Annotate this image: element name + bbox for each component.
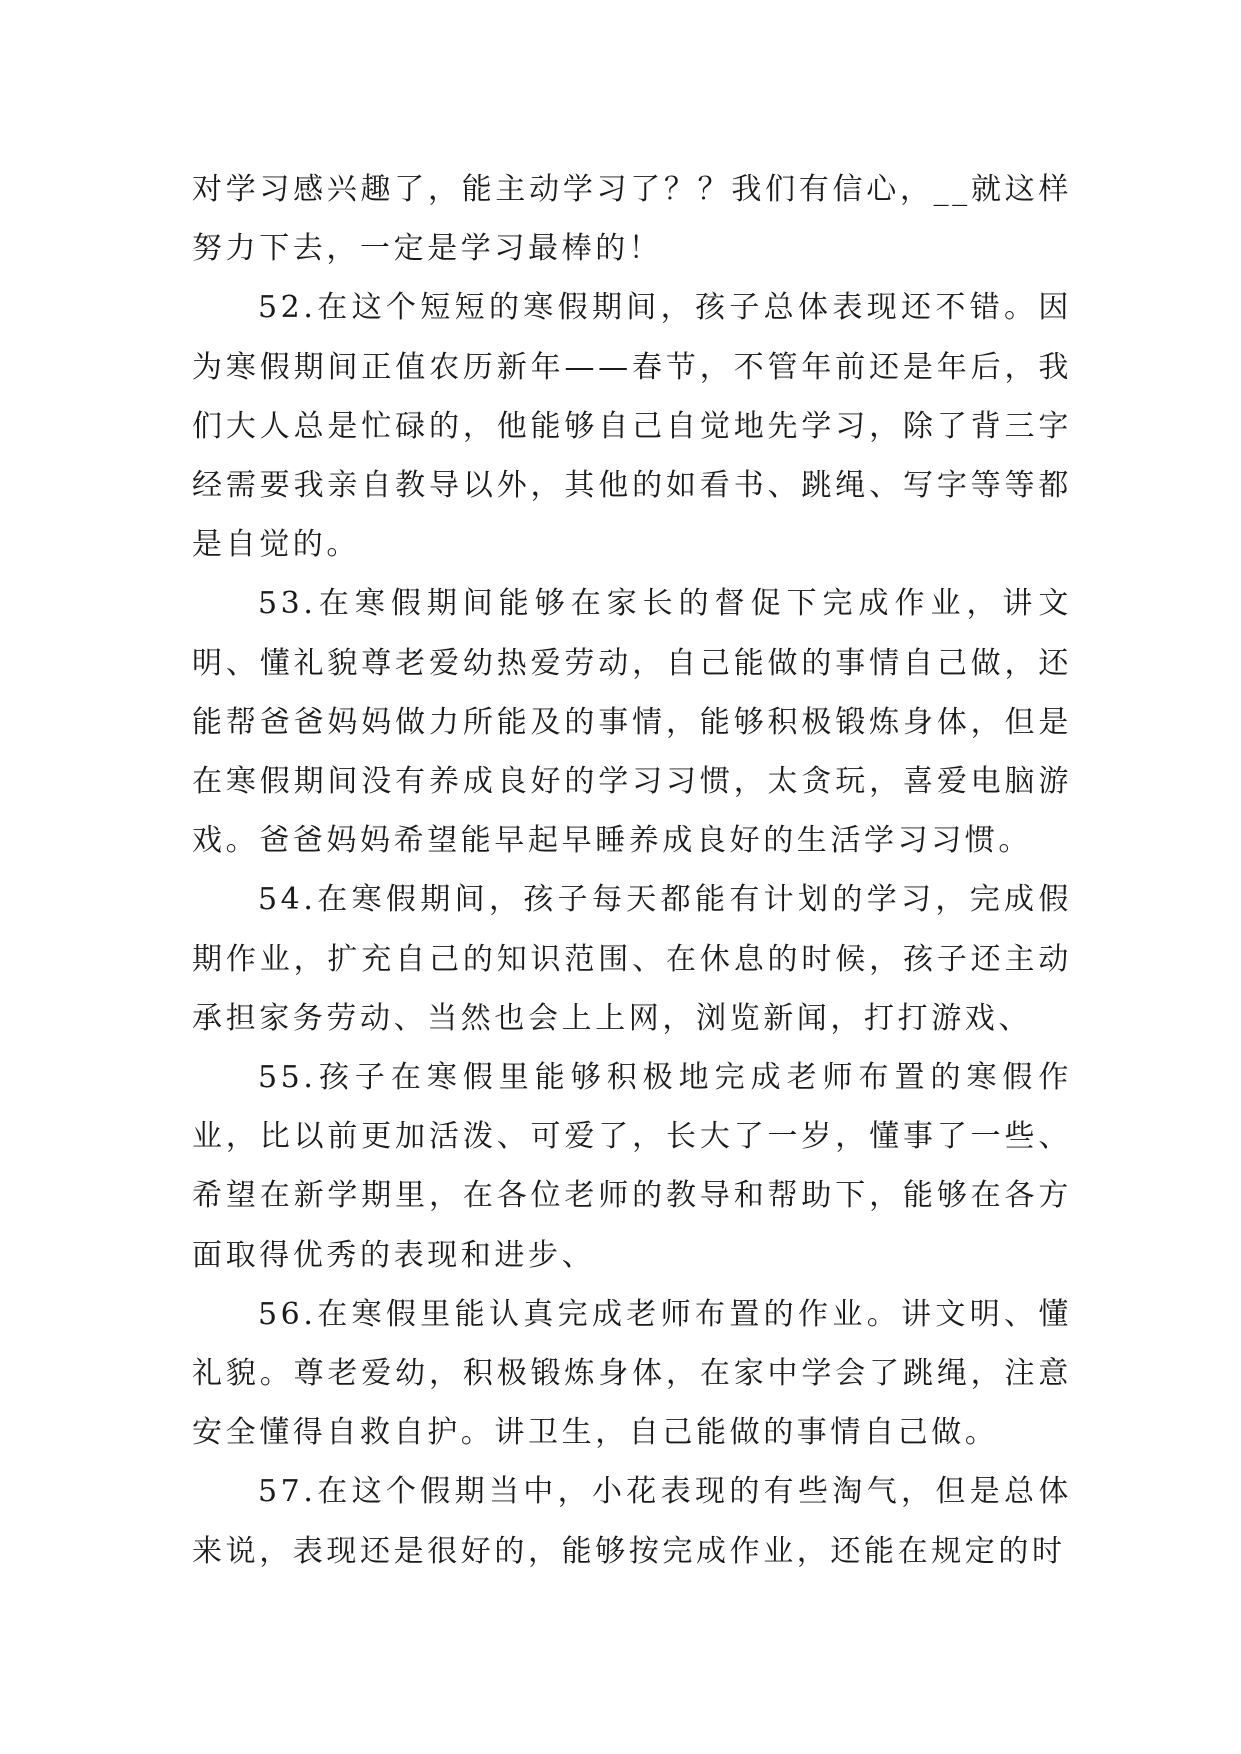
paragraph-54: 54.在寒假期间，孩子每天都能有计划的学习，完成假期作业，扩充自己的知识范围、在休息的时候，孩子还主动承担家务劳动、当然也会上上网，浏览新闻，打打游戏、 [192, 882, 1072, 1036]
paragraph-57: 57.在这个假期当中，小花表现的有些淘气，但是总体来说，表现还是很好的，能够按完成作业，还能在规定的时 [192, 1474, 1072, 1569]
paragraph-56: 56.在寒假里能认真完成老师布置的作业。讲文明、懂礼貌。尊老爱幼，积极锻炼身体，在家中学会了跳绳，注意安全懂得自救自护。讲卫生，自己能做的事情自己做。 [192, 1296, 1072, 1451]
paragraph-52: 52.在这个短短的寒假期间，孩子总体表现还不错。因为寒假期间正值农历新年——春节，不管年前还是年后，我们大人总是忙碌的，他能够自己自觉地先学习，除了背三字经需要我亲自教导以外，其他的如看书、跳绳、写字等等都是自觉的。 [192, 290, 1072, 563]
paragraph-continuation: 对学习感兴趣了，能主动学习了？？我们有信心，__就这样努力下去，一定是学习最棒的！ [192, 172, 1072, 267]
document-body [192, 160, 1072, 1581]
paragraph-55: 55.孩子在寒假里能够积极地完成老师布置的寒假作业，比以前更加活泼、可爱了，长大了一岁，懂事了一些、希望在新学期里，在各位老师的教导和帮助下，能够在各方面取得优秀的表现和进步、 [192, 1060, 1072, 1273]
paragraph-53: 53.在寒假期间能够在家长的督促下完成作业，讲文明、懂礼貌尊老爱幼热爱劳动，自己能做的事情自己做，还能帮爸爸妈妈做力所能及的事情，能够积极锻炼身体，但是在寒假期间没有养成良好的学习习惯，太贪玩，喜爱电脑游戏。爸爸妈妈希望能早起早睡养成良好的生活学习习惯。 [192, 586, 1072, 859]
